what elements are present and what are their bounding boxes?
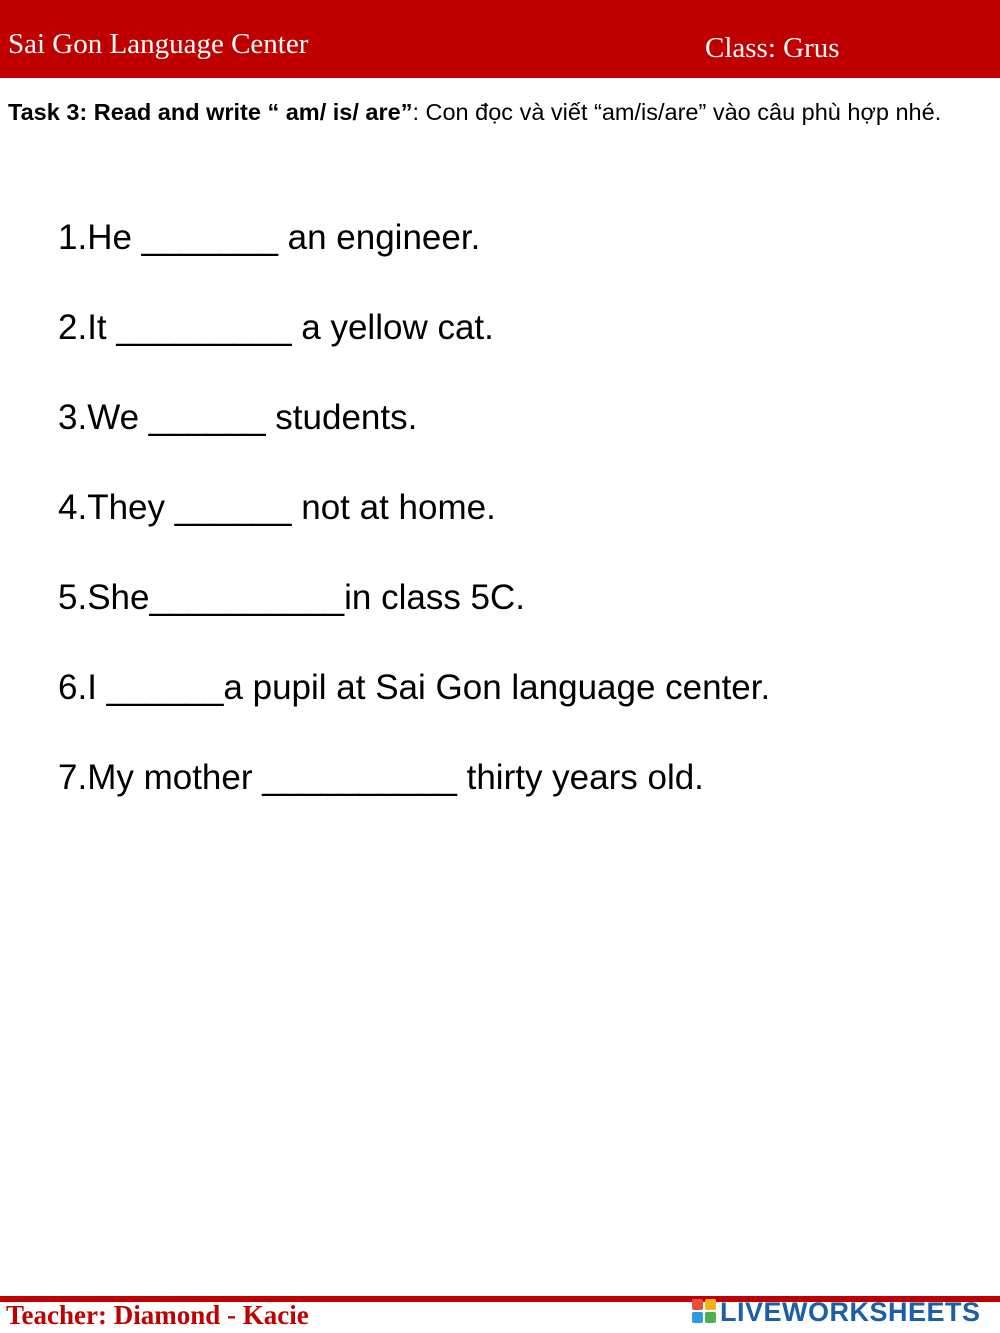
liveworksheets-logo (692, 1297, 992, 1327)
question-5: 5.She__________in class 5C. (58, 578, 526, 617)
task-instructions (8, 95, 993, 130)
question-2: 2.It _________ a yellow cat. (58, 308, 494, 347)
question-3: 3.We ______ students. (58, 398, 418, 437)
liveworksheets-logo-text: LIVEWORKSHEETS (720, 1296, 981, 1327)
liveworksheets-logo-icon (692, 1299, 718, 1325)
task-description: : Con đọc và viết “am/is/are” vào câu phù hợp nhé. (412, 99, 942, 125)
question-7: 7.My mother __________ thirty years old. (58, 758, 704, 797)
header-bar (0, 0, 1000, 78)
task-title: Task 3: Read and write “ am/ is/ are” (8, 99, 413, 125)
question-6: 6.I ______a pupil at Sai Gon language center. (58, 668, 771, 707)
class-name: Class: Grus (705, 32, 840, 64)
question-list (58, 213, 958, 843)
teacher-name: Teacher: Diamond - Kacie (6, 1300, 309, 1330)
question-4: 4.They ______ not at home. (58, 488, 496, 527)
question-1: 1.He _______ an engineer. (58, 218, 481, 257)
center-name: Sai Gon Language Center (8, 28, 309, 60)
